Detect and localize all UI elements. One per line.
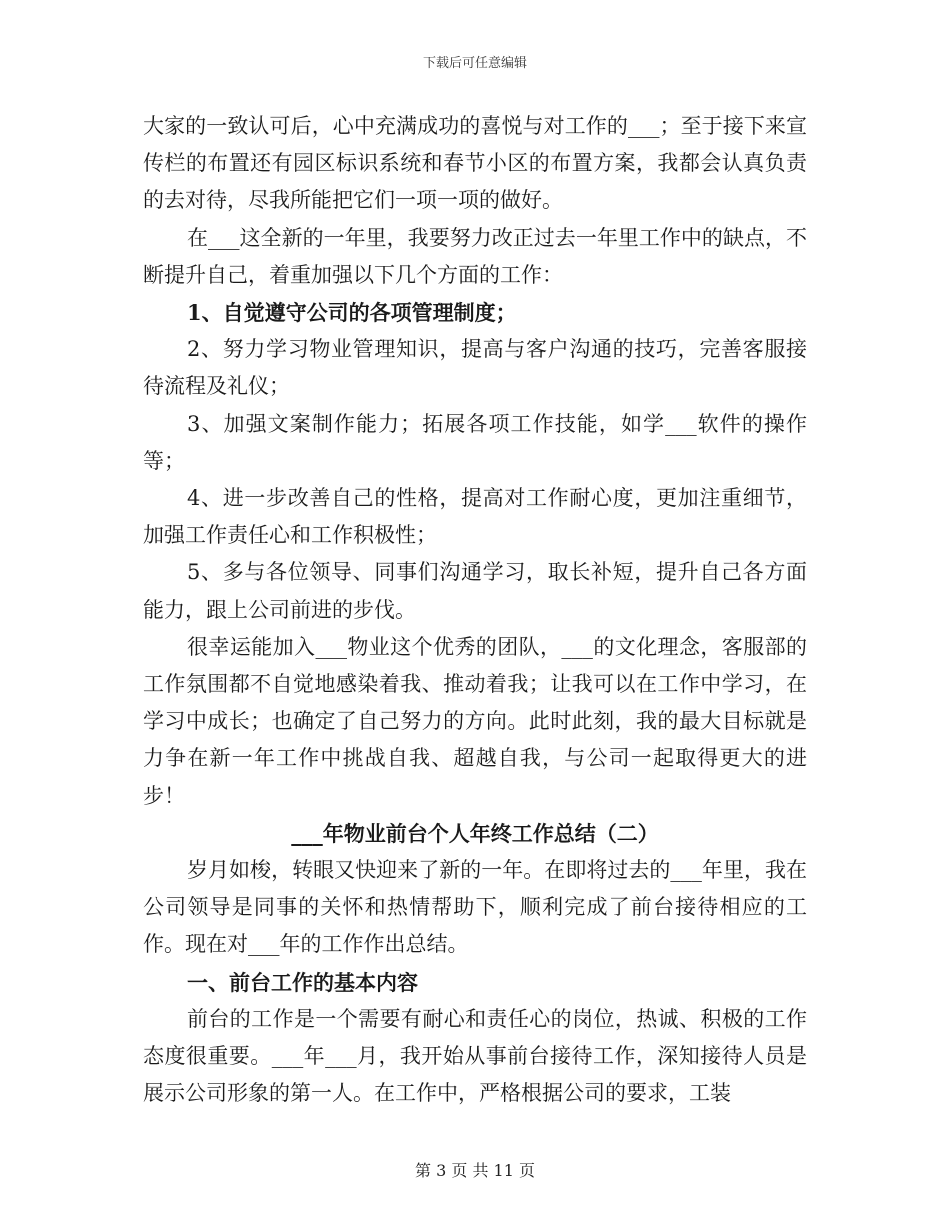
section-title: ___年物业前台个人年终工作总结（二）: [291, 820, 659, 846]
list-item-2: 2、努力学习物业管理知识，提高与客户沟通的技巧，完善客服接待流程及礼仪；: [143, 337, 807, 399]
list-item-3: 3、加强文案制作能力；拓展各项工作技能，如学___软件的操作等；: [143, 411, 807, 473]
list-item-4: 4、进一步改善自己的性格，提高对工作耐心度，更加注重细节，加强工作责任心和工作积极性；: [143, 486, 807, 548]
paragraph-front-desk: 前台的工作是一个需要有耐心和责任心的岗位，热诚、积极的工作态度很重要。___年___月，我开始从事前台接待工作，深知接待人员是展示公司形象的第一人。在工作中，严格根据公司的要求，工装: [143, 1006, 807, 1106]
subsection-heading: 一、前台工作的基本内容: [187, 969, 418, 995]
page-header-note: 下载后可任意编辑: [422, 56, 527, 71]
paragraph-continuation: 大家的一致认可后，心中充满成功的喜悦与对工作的___；至于接下来宣传栏的布置还有园区标识系统和春节小区的布置方案，我都会认真负责的去对待，尽我所能把它们一项一项的做好。: [143, 114, 807, 213]
paragraph-new-year-goals: 在___这全新的一年里，我要努力改正过去一年里工作中的缺点，不断提升自己，着重加强以下几个方面的工作：: [143, 225, 807, 287]
document-body: [143, 108, 807, 1112]
page-number: 第 3 页 共 11 页: [415, 1161, 535, 1180]
paragraph-intro-two: 岁月如梭，转眼又快迎来了新的一年。在即将过去的___年里，我在公司领导是同事的关怀和热情帮助下，顺利完成了前台接待相应的工作。现在对___年的工作作出总结。: [143, 858, 807, 957]
list-item-5: 5、多与各位领导、同事们沟通学习，取长补短，提升自己各方面能力，跟上公司前进的步伐。: [143, 560, 807, 622]
list-item-1: 1、自觉遵守公司的各项管理制度；: [187, 300, 517, 326]
paragraph-closing: 很幸运能加入___物业这个优秀的团队，___的文化理念，客服部的工作氛围都不自觉地感染着我、推动着我；让我可以在工作中学习，在学习中成长；也确定了自己努力的方向。此时此刻，我的最大目标就是力争在新一年工作中挑战自我、超越自我，与公司一起取得更大的进步！: [143, 634, 807, 808]
